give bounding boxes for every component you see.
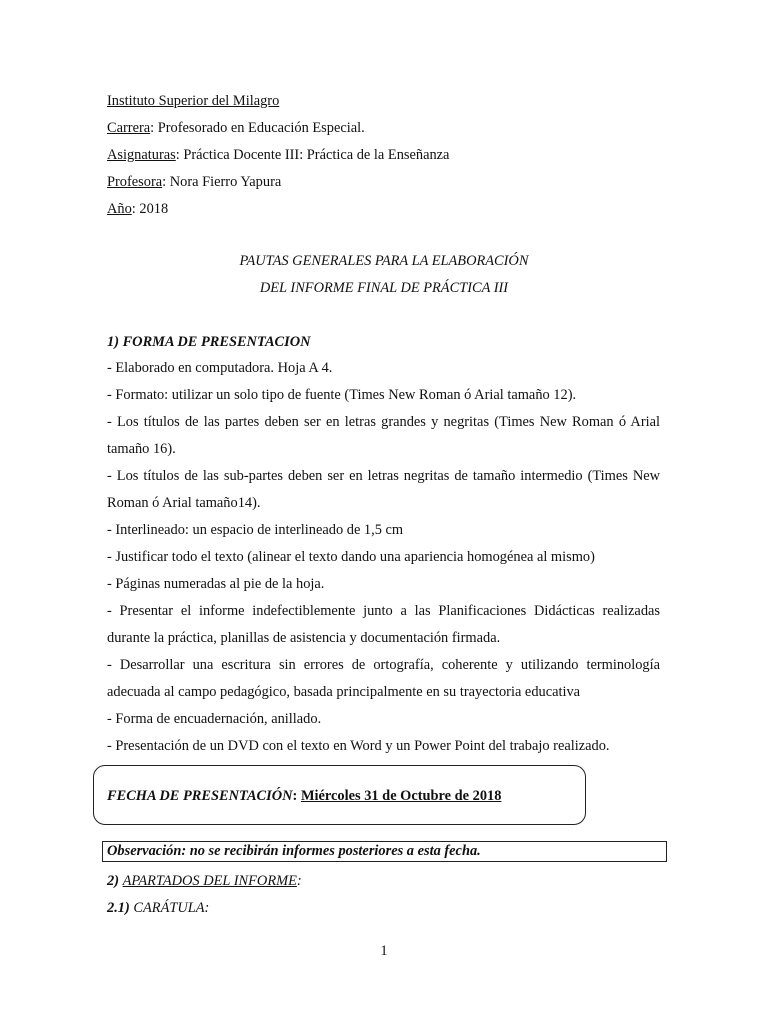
section2-colon: : [296, 873, 302, 889]
list-item: - Presentación de un DVD con el texto en Word y un Power Point del trabajo realizado. [107, 738, 610, 754]
list-item: - Los títulos de las sub-partes deben ser en letras negritas de tamaño intermedio (Times New Roman ó Arial tamaño14). [107, 468, 660, 511]
anio-value: : 2018 [131, 201, 169, 217]
profesora-label: Profesora [107, 174, 163, 190]
section2-title: APARTADOS DEL INFORME [122, 873, 297, 889]
fecha-line [107, 788, 501, 805]
profesora-value: : Nora Fierro Yapura [162, 174, 282, 190]
section2-number: 2) [107, 873, 119, 889]
document-title-line2: DEL INFORME FINAL DE PRÁCTICA III [259, 280, 509, 296]
carrera-label: Carrera [107, 120, 151, 136]
section1-list [107, 355, 660, 760]
list-item: - Interlineado: un espacio de interlineado de 1,5 cm [107, 522, 404, 538]
institute-text: Instituto Superior del Milagro [107, 93, 280, 109]
observacion-box [102, 841, 667, 862]
fecha-value: Miércoles 31 de Octubre de 2018 [300, 788, 502, 804]
asignaturas-line [107, 146, 449, 164]
profesora-line [107, 173, 281, 191]
list-item: - Los títulos de las partes deben ser en letras grandes y negritas (Times New Roman ó Arial tamaño 16). [107, 414, 660, 457]
asignaturas-value: : Práctica Docente III: Práctica de la Enseñanza [175, 147, 450, 163]
anio-line [107, 200, 168, 218]
fecha-label: FECHA DE PRESENTACIÓN [107, 788, 293, 804]
asignaturas-label: Asignaturas [107, 147, 176, 163]
list-item: - Presentar el informe indefectiblemente junto a las Planificaciones Didácticas realizadas durante la práctica, planillas de asistencia y documentación firmada. [107, 603, 660, 646]
list-item: - Formato: utilizar un solo tipo de fuente (Times New Roman ó Arial tamaño 12). [107, 387, 577, 403]
list-item: - Páginas numeradas al pie de la hoja. [107, 576, 325, 592]
fecha-box [93, 765, 586, 825]
document-title-line1: PAUTAS GENERALES PARA LA ELABORACIÓN [239, 253, 529, 269]
carrera-line [107, 119, 365, 137]
institute-name [107, 92, 279, 110]
list-item: - Desarrollar una escritura sin errores de ortografía, coherente y utilizando terminología adecuada al campo pedagógico, basada principalmente en su trayectoria educativa [107, 657, 660, 700]
page-number: 1 [380, 943, 388, 959]
anio-label: Año [107, 201, 132, 217]
section2-1-number: 2.1) [107, 900, 130, 916]
list-item: - Justificar todo el texto (alinear el texto dando una apariencia homogénea al mismo) [107, 549, 595, 565]
list-item: - Elaborado en computadora. Hoja A 4. [107, 360, 333, 376]
section2-1-heading [107, 899, 209, 917]
section1-heading: 1) FORMA DE PRESENTACION [107, 334, 311, 350]
section2-heading [107, 872, 302, 890]
carrera-value: : Profesorado en Educación Especial. [150, 120, 365, 136]
fecha-colon: : [292, 788, 301, 804]
observacion-text: Observación: no se recibirán informes posteriores a esta fecha. [107, 843, 481, 859]
list-item: - Forma de encuadernación, anillado. [107, 711, 322, 727]
section2-1-title: CARÁTULA: [133, 900, 210, 916]
